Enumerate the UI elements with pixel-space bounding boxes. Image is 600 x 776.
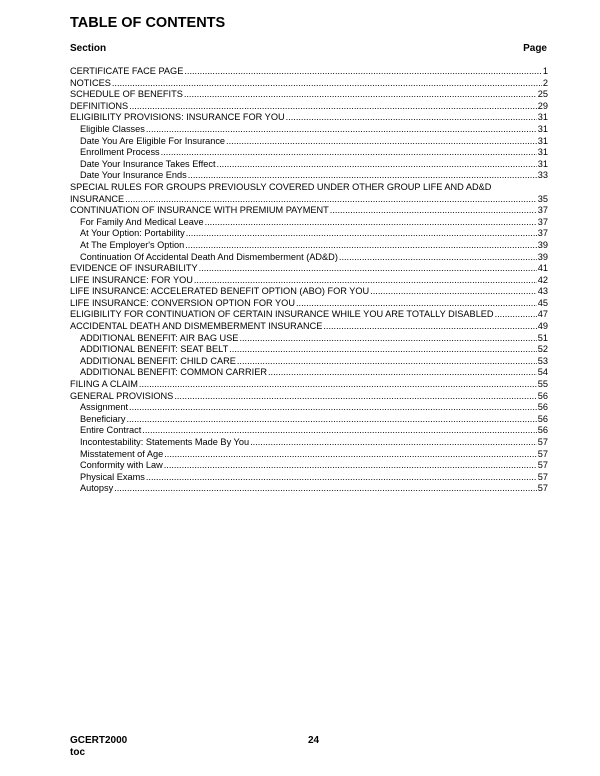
toc-entry[interactable] <box>70 483 548 495</box>
toc-entry-continuation[interactable] <box>70 194 548 206</box>
toc-entry-label: CERTIFICATE FACE PAGE <box>70 66 184 76</box>
toc-entry-label: Continuation Of Accidental Death And Dismemberment (AD&D) <box>80 251 338 262</box>
toc-entry[interactable] <box>70 170 548 182</box>
toc-entry-page: 43 <box>537 286 548 297</box>
form-code-main: GCERT2000 <box>70 735 128 746</box>
toc-entry-label: Misstatement of Age <box>80 448 164 459</box>
toc-entry-page: 39 <box>537 251 548 262</box>
toc-entry[interactable] <box>70 89 548 101</box>
toc-entry-label: SPECIAL RULES FOR GROUPS PREVIOUSLY COVERED UNDER OTHER GROUP LIFE AND AD&D <box>70 181 492 192</box>
dot-leader <box>237 356 537 368</box>
toc-entry-label: Date You Are Eligible For Insurance <box>80 135 226 146</box>
dot-leader <box>161 147 537 159</box>
toc-entry-page: 45 <box>537 297 548 308</box>
toc-entry[interactable] <box>70 78 548 90</box>
toc-entry[interactable] <box>70 136 548 148</box>
toc-entry-page: 56 <box>537 390 548 401</box>
toc-entry[interactable] <box>70 66 548 78</box>
toc-entry[interactable] <box>70 472 548 484</box>
toc-entry-page: 49 <box>537 321 548 332</box>
toc-entry-page: 55 <box>537 379 548 390</box>
toc-entry-page: 37 <box>537 216 548 227</box>
toc-entry[interactable] <box>70 275 548 287</box>
dot-leader <box>226 136 537 148</box>
dot-leader <box>250 437 537 449</box>
dot-leader <box>125 194 537 206</box>
toc-entry-label: INSURANCE <box>70 193 125 204</box>
dot-leader <box>286 112 537 124</box>
toc-entry-page: 56 <box>537 413 548 424</box>
dot-leader <box>126 414 536 426</box>
dot-leader <box>199 263 537 275</box>
dot-leader <box>174 391 536 403</box>
toc-entry-page: 37 <box>537 205 548 216</box>
dot-leader <box>296 298 537 310</box>
toc-entry-page: 47 <box>537 309 548 320</box>
column-header <box>70 43 547 54</box>
toc-entry-label: Beneficiary <box>80 413 126 424</box>
dot-leader <box>229 344 537 356</box>
toc-entry[interactable] <box>70 356 548 368</box>
toc-entry[interactable] <box>70 240 548 252</box>
toc-entry[interactable] <box>70 425 548 437</box>
dot-leader <box>205 217 537 229</box>
dot-leader <box>194 275 537 287</box>
dot-leader <box>330 205 537 217</box>
toc-entry-label: GENERAL PROVISIONS <box>70 390 174 401</box>
toc-entry-page: 2 <box>542 77 548 88</box>
toc-entry-label: Assignment <box>80 402 129 413</box>
dot-leader <box>268 367 537 379</box>
toc-entry-page: 56 <box>537 402 548 413</box>
dot-leader <box>188 170 537 182</box>
toc-entry[interactable] <box>70 205 548 217</box>
page-title: TABLE OF CONTENTS <box>70 15 226 31</box>
toc-entry[interactable] <box>70 437 548 449</box>
dot-leader <box>164 449 537 461</box>
toc-entry-label: Date Your Insurance Ends <box>80 170 187 181</box>
toc-entry[interactable] <box>70 286 548 298</box>
toc-entry[interactable] <box>70 449 548 461</box>
dot-leader <box>495 309 537 321</box>
toc-entry[interactable] <box>70 112 548 124</box>
toc-entry[interactable] <box>70 228 548 240</box>
toc-entry-page: 31 <box>537 135 548 146</box>
toc-entry[interactable] <box>70 321 548 333</box>
dot-leader <box>186 228 537 240</box>
toc-entry-label: LIFE INSURANCE: ACCELERATED BENEFIT OPTION (ABO) FOR YOU <box>70 286 370 297</box>
dot-leader <box>112 78 542 90</box>
toc-entry-page: 31 <box>537 158 548 169</box>
dot-leader <box>114 483 537 495</box>
form-code <box>70 735 127 759</box>
toc-entry-label: ADDITIONAL BENEFIT: SEAT BELT <box>80 344 229 355</box>
toc-entry-label: ADDITIONAL BENEFIT: COMMON CARRIER <box>80 367 267 378</box>
dot-leader <box>164 460 537 472</box>
toc-entry-label: ELIGIBILITY FOR CONTINUATION OF CERTAIN INSURANCE WHILE YOU ARE TOTALLY DISABLED <box>70 309 494 320</box>
toc-entry-page: 51 <box>537 332 548 343</box>
toc-entry-label: LIFE INSURANCE: FOR YOU <box>70 274 193 285</box>
toc-entry-page: 57 <box>537 448 548 459</box>
toc-entry-page: 52 <box>537 344 548 355</box>
dot-leader <box>370 286 537 298</box>
toc-entry-label: Conformity with Law <box>80 460 163 471</box>
toc-entry-label: ELIGIBILITY PROVISIONS: INSURANCE FOR YOU <box>70 112 285 123</box>
section-header: Section <box>70 43 107 54</box>
toc-list <box>70 66 548 495</box>
toc-entry-page: 31 <box>537 147 548 158</box>
dot-leader <box>239 333 536 345</box>
toc-entry-label: DEFINITIONS <box>70 100 129 111</box>
toc-entry-label: Incontestability: Statements Made By You <box>80 437 250 447</box>
toc-entry-label: NOTICES <box>70 77 111 88</box>
dot-leader <box>185 240 537 252</box>
toc-entry[interactable] <box>70 101 548 113</box>
dot-leader <box>129 402 537 414</box>
toc-entry-page: 57 <box>537 460 548 471</box>
toc-entry-label: Autopsy <box>80 483 114 494</box>
toc-entry-label: For Family And Medical Leave <box>80 216 204 227</box>
toc-entry-page: 35 <box>537 193 548 204</box>
toc-entry[interactable] <box>70 263 548 275</box>
toc-entry-page: 31 <box>537 112 548 123</box>
toc-entry-label: FILING A CLAIM <box>70 379 138 390</box>
toc-entry[interactable] <box>70 402 548 414</box>
toc-entry-page: 42 <box>537 274 548 285</box>
toc-entry-label: SCHEDULE OF BENEFITS <box>70 89 183 100</box>
toc-entry-label: CONTINUATION OF INSURANCE WITH PREMIUM PAYMENT <box>70 205 329 216</box>
dot-leader <box>146 472 537 484</box>
toc-entry-page: 39 <box>537 239 548 250</box>
toc-entry-label: LIFE INSURANCE: CONVERSION OPTION FOR YOU <box>70 297 295 308</box>
toc-entry[interactable] <box>70 124 548 136</box>
toc-entry[interactable] <box>70 147 548 159</box>
toc-entry-label: Entire Contract <box>80 425 142 436</box>
toc-entry[interactable] <box>70 460 548 472</box>
dot-leader <box>146 124 537 136</box>
toc-entry-label: At Your Option: Portability <box>80 228 185 239</box>
toc-entry-page: 1 <box>542 66 548 76</box>
toc-entry-page: 57 <box>537 471 548 482</box>
toc-entry[interactable] <box>70 333 548 345</box>
dot-leader <box>184 89 537 101</box>
form-code-sub: toc <box>70 747 85 758</box>
dot-leader <box>139 379 537 391</box>
toc-entry-label: Enrollment Process <box>80 147 160 158</box>
toc-entry-page: 25 <box>537 89 548 100</box>
toc-entry-page: 54 <box>537 367 548 378</box>
toc-entry[interactable] <box>70 298 548 310</box>
toc-entry-label: ACCIDENTAL DEATH AND DISMEMBERMENT INSURANCE <box>70 321 323 332</box>
toc-entry-page: 57 <box>537 437 548 447</box>
toc-entry-label: ADDITIONAL BENEFIT: AIR BAG USE <box>80 332 239 343</box>
toc-entry-page: 57 <box>537 483 548 494</box>
toc-entry-page: 53 <box>537 355 548 366</box>
toc-entry-label: At The Employer's Option <box>80 239 185 250</box>
toc-entry-label: Date Your Insurance Takes Effect <box>80 158 216 169</box>
dot-leader <box>217 159 537 171</box>
toc-entry[interactable] <box>70 391 548 403</box>
toc-entry-page: 41 <box>537 263 548 274</box>
page-header: Page <box>523 43 547 54</box>
toc-entry-page: 37 <box>537 228 548 239</box>
toc-entry[interactable] <box>70 309 548 321</box>
dot-leader <box>129 101 537 113</box>
toc-entry[interactable] <box>70 414 548 426</box>
toc-entry[interactable] <box>70 217 548 229</box>
toc-entry[interactable] <box>70 182 548 194</box>
toc-entry[interactable] <box>70 252 548 264</box>
dot-leader <box>184 66 542 78</box>
dot-leader <box>339 252 537 264</box>
page-number: 24 <box>308 735 320 746</box>
dot-leader <box>323 321 536 333</box>
toc-entry[interactable] <box>70 367 548 379</box>
toc-entry-page: 33 <box>537 170 548 181</box>
toc-entry[interactable] <box>70 159 548 171</box>
toc-entry-page: 56 <box>537 425 548 436</box>
toc-entry[interactable] <box>70 379 548 391</box>
toc-entry-page: 31 <box>537 123 548 134</box>
toc-entry-page: 29 <box>537 100 548 111</box>
toc-entry-label: Physical Exams <box>80 471 145 482</box>
dot-leader <box>142 425 536 437</box>
toc-entry-label: ADDITIONAL BENEFIT: CHILD CARE <box>80 355 236 366</box>
toc-entry[interactable] <box>70 344 548 356</box>
toc-entry-label: Eligible Classes <box>80 123 145 134</box>
toc-entry-label: EVIDENCE OF INSURABILITY <box>70 263 198 274</box>
